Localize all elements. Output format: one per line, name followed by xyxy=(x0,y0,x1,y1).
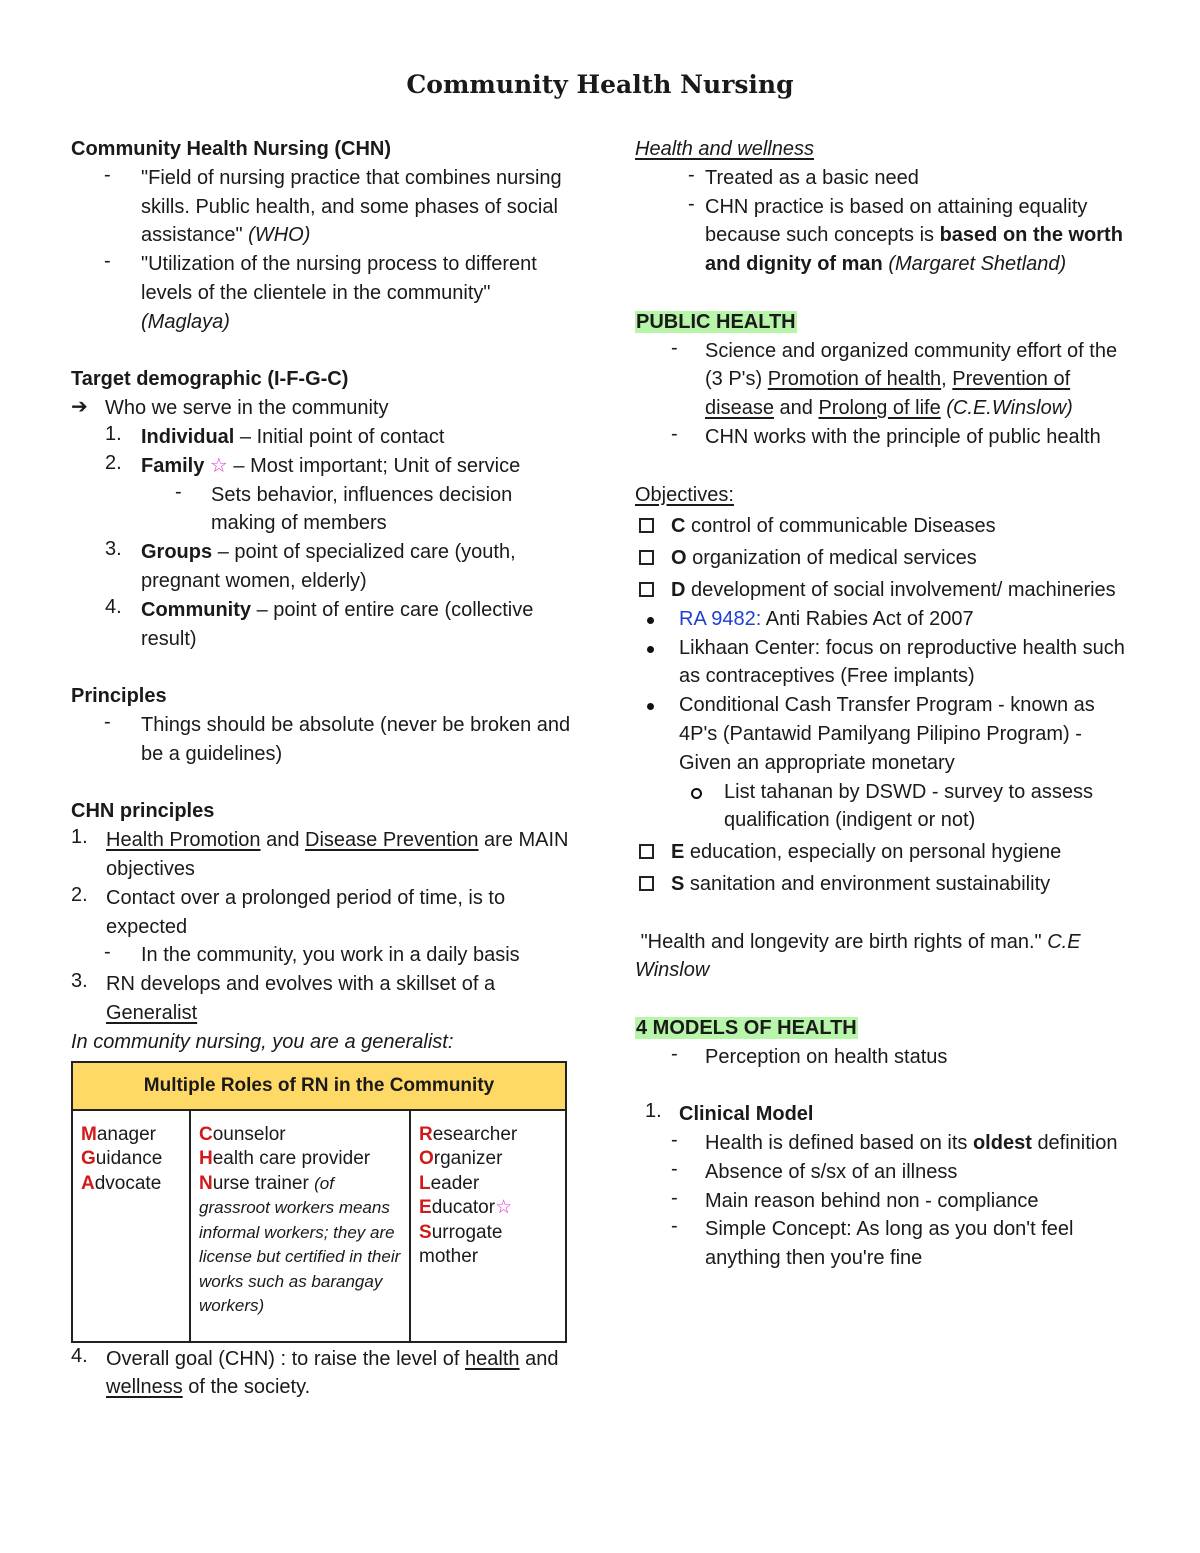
text: Anti Rabies Act of 2007 xyxy=(765,607,974,630)
nurse-trainer-note: (of grassroot workers means informal workers; they are license but certified in their works such as barangay workers) xyxy=(199,1173,401,1315)
dash-marker: - xyxy=(104,250,111,273)
chn-principle-2-sub xyxy=(71,941,571,970)
term: Community xyxy=(141,598,251,621)
bullet-tahanan xyxy=(635,778,1135,836)
role-educator: Educator☆ xyxy=(419,1197,513,1218)
winslow-quote xyxy=(635,928,1135,986)
text: Science and organized community effort of the (3 P's) xyxy=(705,339,1118,391)
quote-author: C.E Winslow xyxy=(635,930,1081,982)
clinical-item-2-text: Absence of s/sx of an illness xyxy=(705,1160,958,1183)
target-item-community xyxy=(71,596,571,654)
underlined-text: Generalist xyxy=(106,1001,198,1024)
objective-s xyxy=(635,870,1135,899)
health-wellness-heading: Health and wellness xyxy=(635,138,814,160)
likhaan-text: Likhaan Center: focus on reproductive health such as contraceptives (Free implants) xyxy=(679,636,1125,688)
desc: – point of entire care (collective result) xyxy=(141,598,534,650)
underlined-text: Disease Prevention xyxy=(305,829,479,852)
ph-item-1 xyxy=(635,337,1135,423)
checkbox-icon xyxy=(639,550,654,565)
text: and xyxy=(266,829,300,852)
roles-table-header: Multiple Roles of RN in the Community xyxy=(72,1062,566,1110)
role-advocate: Advocate xyxy=(81,1172,162,1194)
chn-def-2-source: (Maglaya) xyxy=(141,310,230,333)
dash-marker: - xyxy=(671,1215,678,1238)
clinical-model xyxy=(635,1100,1135,1129)
chn-principle-3 xyxy=(71,970,571,1028)
checkbox-icon xyxy=(639,844,654,859)
list-number: 4. xyxy=(105,595,122,618)
text: RN develops and evolves with a skillset of a xyxy=(106,973,496,996)
hw-item-1-text: Treated as a basic need xyxy=(705,166,919,189)
principles-text: Things should be absolute (never be broken and be a guidelines) xyxy=(141,713,571,765)
dash-marker: - xyxy=(671,1042,678,1065)
ph-item-2-text: CHN works with the principle of public health xyxy=(705,425,1101,448)
underlined-text: Health Promotion xyxy=(106,829,261,852)
quote-text: "Health and longevity are birth rights of man." xyxy=(640,930,1042,953)
bold-text: oldest xyxy=(972,1132,1032,1155)
objective-o xyxy=(635,544,1135,573)
tahanan-text: List tahanan by DSWD - survey to assess qualification (indigent or not) xyxy=(724,780,1094,832)
chn-principle-1 xyxy=(71,826,571,884)
dash-marker: - xyxy=(671,1186,678,1209)
underlined-text: wellness xyxy=(106,1376,183,1399)
clinical-model-title: Clinical Model xyxy=(679,1103,814,1126)
perception-text: Perception on health status xyxy=(705,1045,948,1068)
circle-bullet-icon xyxy=(691,788,702,799)
left-column xyxy=(71,135,571,1402)
role-counselor: Counselor xyxy=(199,1123,286,1145)
ra-code: RA 9482: xyxy=(679,607,762,630)
objective-e xyxy=(635,838,1135,867)
role-manager: Manager xyxy=(81,1123,156,1145)
dash-marker: - xyxy=(688,163,695,186)
text: definition xyxy=(1037,1132,1118,1155)
term: Family xyxy=(141,454,205,477)
list-number: 3. xyxy=(71,970,88,993)
bullet-likhaan xyxy=(635,634,1135,692)
models-heading: 4 MODELS OF HEALTH xyxy=(636,1016,857,1039)
role-guidance: Guidance xyxy=(81,1148,163,1169)
clinical-item-4-text: Simple Concept: As long as you don't feel anything then you're fine xyxy=(705,1218,1074,1270)
chn-heading: Community Health Nursing (CHN) xyxy=(71,138,391,160)
letter: E xyxy=(671,841,685,864)
target-who xyxy=(71,394,571,423)
clinical-item-1 xyxy=(635,1129,1135,1158)
letter: S xyxy=(671,872,685,895)
roles-col-roles xyxy=(410,1110,566,1342)
list-number: 1. xyxy=(71,826,88,849)
dash-marker: - xyxy=(104,163,111,186)
bullet-icon xyxy=(647,703,654,710)
public-health-heading: PUBLIC HEALTH xyxy=(636,310,796,333)
family-sub xyxy=(71,481,571,539)
roles-table xyxy=(71,1061,567,1343)
dash-marker: - xyxy=(688,192,695,215)
roles-col-mga xyxy=(72,1110,190,1342)
target-item-individual xyxy=(71,423,571,452)
list-number: 3. xyxy=(105,538,122,561)
checkbox-icon xyxy=(639,582,654,597)
text: of the society. xyxy=(188,1376,311,1399)
text: sanitation and environment sustainability xyxy=(689,872,1051,895)
cct-text: Conditional Cash Transfer Program - known as 4P's (Pantawid Pamilyang Pilipino Program) - Given an appropriate monetary xyxy=(679,694,1095,774)
roles-col-chn xyxy=(190,1110,410,1342)
role-surrogate: Surrogate mother xyxy=(419,1221,503,1267)
checkbox-icon xyxy=(639,876,654,891)
letter: C xyxy=(671,515,686,538)
dash-marker: - xyxy=(671,1157,678,1180)
term: Groups xyxy=(141,541,213,564)
list-number: 4. xyxy=(71,1344,88,1367)
list-number: 2. xyxy=(71,883,88,906)
chn-principle-2-text: Contact over a prolonged period of time, is to expected xyxy=(106,886,506,938)
bold-text: based on the worth and dignity of man xyxy=(705,224,1123,276)
star-icon: ☆ xyxy=(495,1197,513,1218)
underlined-text: Prevention of disease xyxy=(705,368,1071,420)
star-icon: ☆ xyxy=(209,454,228,477)
hw-item-2 xyxy=(635,193,1135,279)
chn-def-2 xyxy=(71,250,571,336)
text: CHN practice is based on attaining equality because such concepts is xyxy=(705,195,1088,247)
principles-item xyxy=(71,711,571,769)
desc: – point of specialized care (youth, pregnant women, elderly) xyxy=(141,541,516,592)
chn-def-1 xyxy=(71,164,571,250)
chn-def-1-source: (WHO) xyxy=(248,224,311,247)
text: are MAIN objectives xyxy=(106,829,569,880)
chn-def-2-text: "Utilization of the nursing process to different levels of the clientele in the community" xyxy=(141,253,537,304)
bullet-icon xyxy=(647,646,654,653)
underlined-text: health xyxy=(465,1347,520,1370)
list-number: 1. xyxy=(105,422,122,445)
right-column xyxy=(635,135,1135,1273)
generalist-note: In community nursing, you are a generalist: xyxy=(71,1030,454,1053)
text: and xyxy=(525,1347,559,1370)
list-number: 1. xyxy=(645,1100,662,1123)
bullet-cct xyxy=(635,691,1135,777)
dash-marker: - xyxy=(671,336,678,359)
underlined-text: Prolong of life xyxy=(818,397,941,420)
desc: – Initial point of contact xyxy=(239,425,445,448)
role-nurse-trainer: Nurse trainer (of grassroot workers means informal workers; they are license but certified in their works such as barangay workers) xyxy=(199,1172,401,1315)
dash-marker: - xyxy=(104,710,111,733)
text: control of communicable Diseases xyxy=(691,515,996,538)
text: Health is defined based on its xyxy=(705,1132,968,1155)
principles-heading: Principles xyxy=(71,685,167,708)
objective-d xyxy=(635,576,1135,605)
objectives-heading: Objectives: xyxy=(635,483,734,506)
hw-item-1 xyxy=(635,164,1135,193)
source: (C.E.Winslow) xyxy=(946,397,1073,420)
text: development of social involvement/ machineries xyxy=(691,578,1116,601)
dash-marker: - xyxy=(671,422,678,445)
role-organizer: Organizer xyxy=(419,1148,503,1169)
letter: D xyxy=(671,578,686,601)
clinical-item-2 xyxy=(635,1158,1135,1187)
clinical-item-4 xyxy=(635,1215,1135,1273)
clinical-item-3-text: Main reason behind non - compliance xyxy=(705,1189,1039,1212)
chn-principle-2 xyxy=(71,884,571,942)
list-number: 2. xyxy=(105,451,122,474)
models-perception xyxy=(635,1043,1135,1072)
ph-item-2 xyxy=(635,423,1135,452)
chn-principle-4 xyxy=(71,1345,571,1403)
bullet-icon xyxy=(647,617,654,624)
role-leader: Leader xyxy=(419,1172,480,1194)
arrow-icon: ➔ xyxy=(71,396,88,419)
text: Overall goal (CHN) : to raise the level of xyxy=(106,1347,460,1370)
target-who-text: Who we serve in the community xyxy=(105,397,389,420)
target-item-groups xyxy=(71,538,571,596)
dash-marker: - xyxy=(175,480,182,503)
target-heading: Target demographic (I-F-G-C) xyxy=(71,368,349,391)
letter: O xyxy=(671,547,687,570)
dash-marker: - xyxy=(671,1129,678,1152)
chn-def-1-text: "Field of nursing practice that combines nursing skills. Public health, and some phases of social assistance" xyxy=(141,166,562,247)
source: (Margaret Shetland) xyxy=(888,253,1067,276)
objective-c xyxy=(635,512,1135,541)
text: , xyxy=(941,368,947,391)
checkbox-icon xyxy=(639,518,654,533)
chn-principles-heading: CHN principles xyxy=(71,800,215,823)
dash-marker: - xyxy=(104,941,111,964)
underlined-text: Promotion of health xyxy=(767,368,942,391)
term: Individual xyxy=(141,425,235,448)
role-health-care-provider: Health care provider xyxy=(199,1148,371,1169)
bullet-ra xyxy=(635,605,1135,634)
desc: – Most important; Unit of service xyxy=(233,454,521,477)
text: organization of medical services xyxy=(692,547,977,570)
chn-principle-2-sub-text: In the community, you work in a daily basis xyxy=(141,944,520,967)
target-item-family xyxy=(71,452,571,481)
clinical-item-3 xyxy=(635,1187,1135,1216)
family-sub-text: Sets behavior, influences decision making of members xyxy=(211,483,513,535)
page-title: Community Health Nursing xyxy=(406,70,794,99)
role-researcher: Researcher xyxy=(419,1123,518,1145)
text: education, especially on personal hygiene xyxy=(689,841,1062,864)
text: and xyxy=(779,397,813,420)
